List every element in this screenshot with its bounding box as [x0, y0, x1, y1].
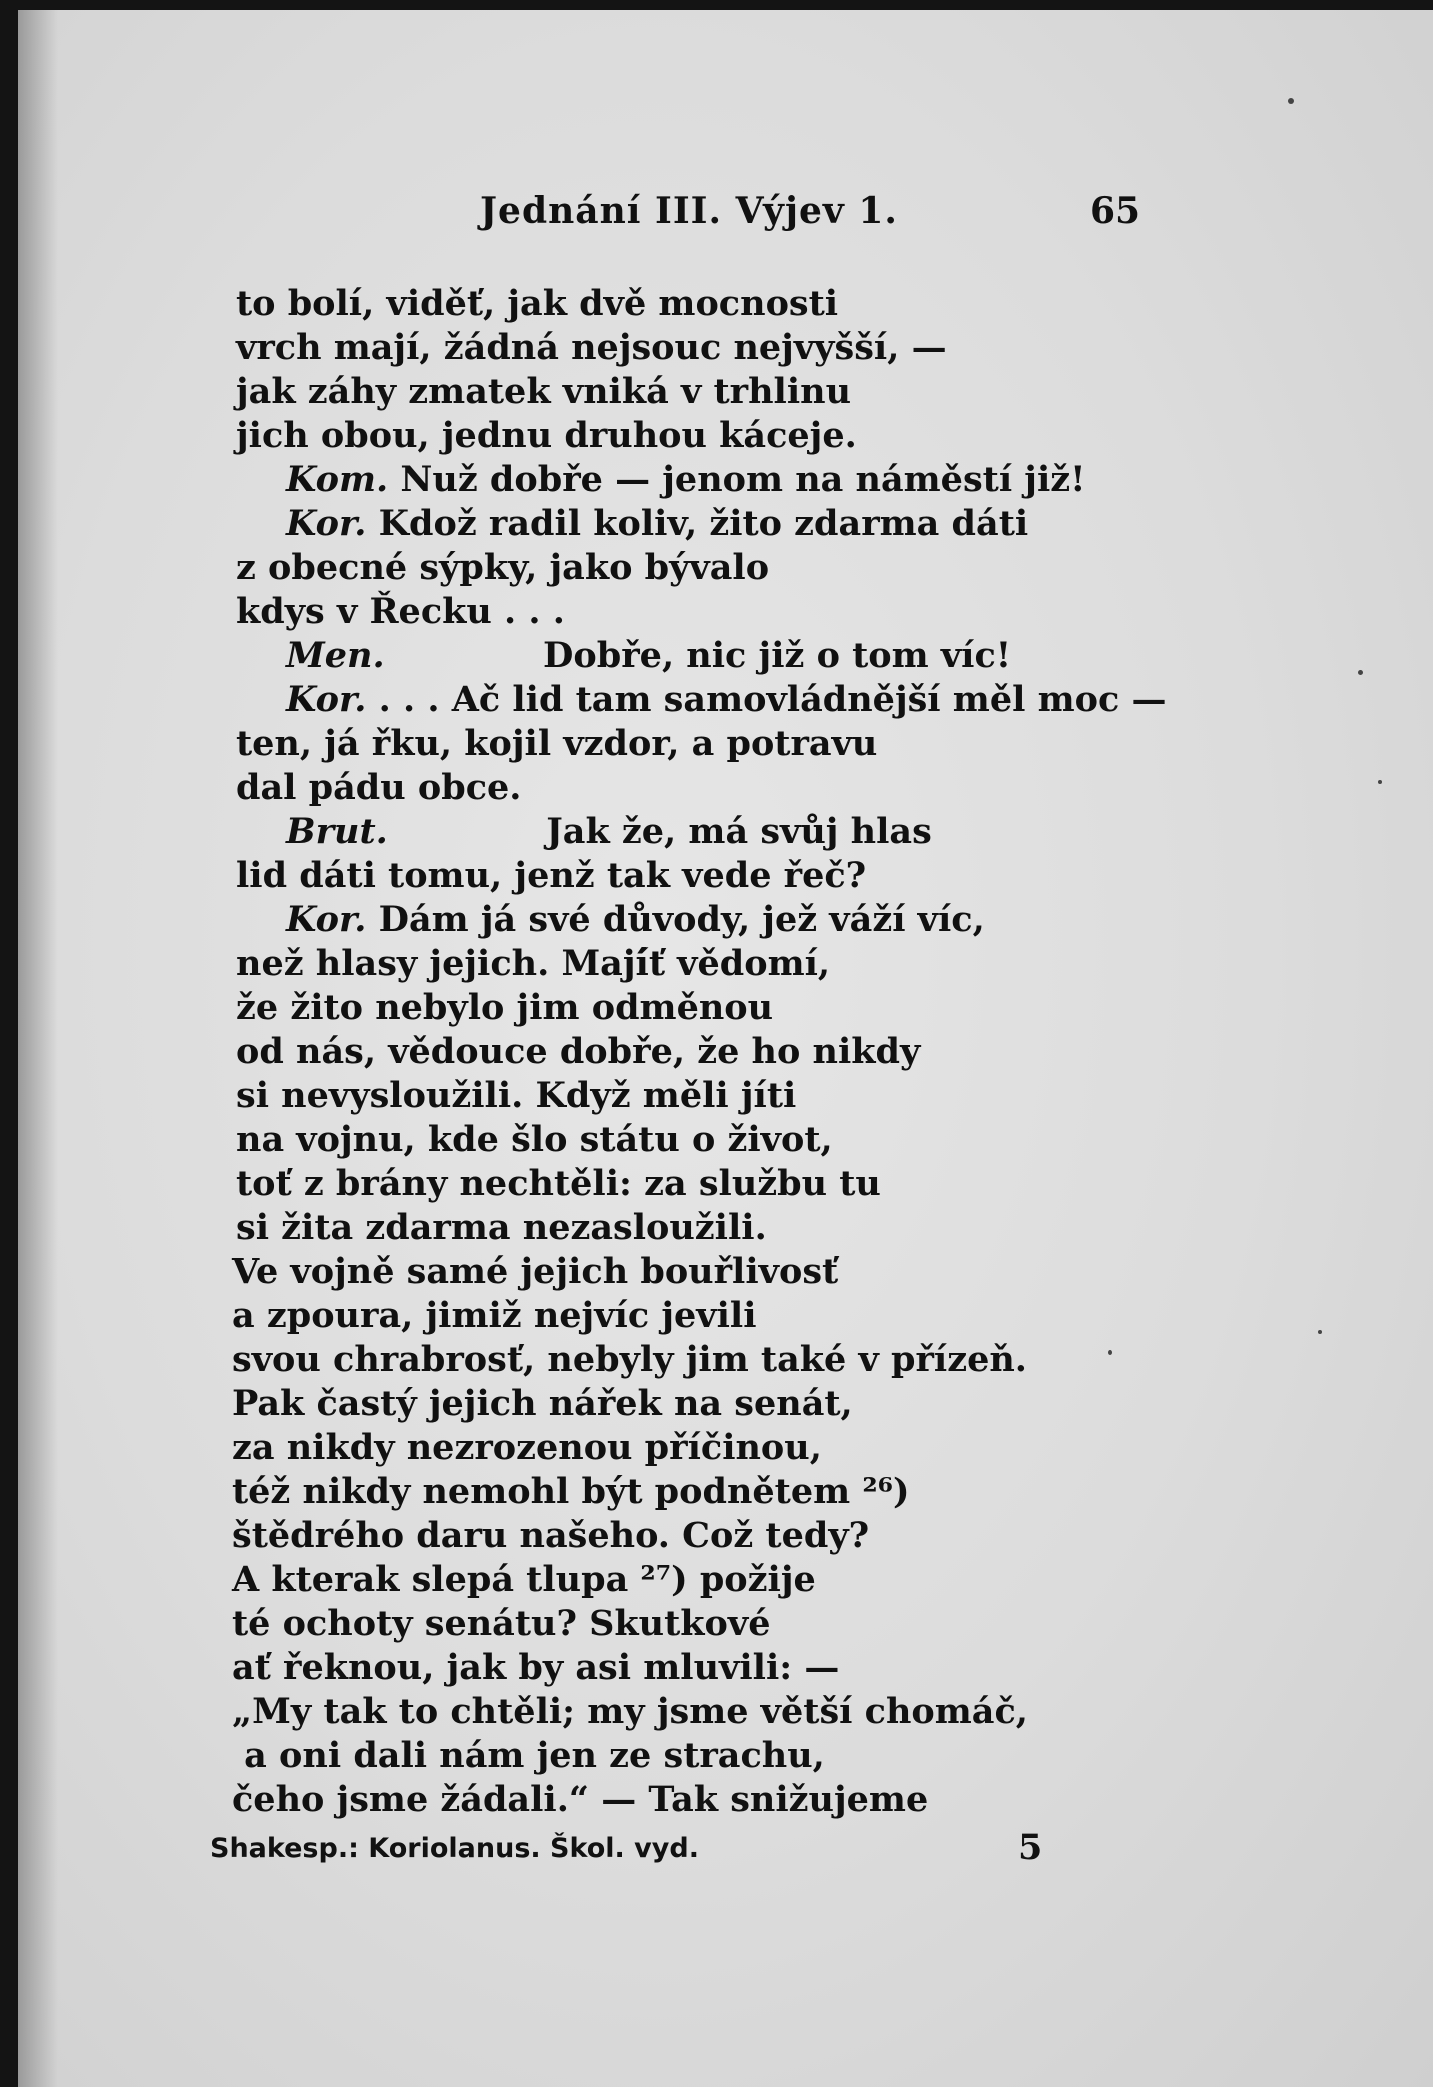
speaker-name: Kor.	[286, 503, 367, 544]
paper-speck	[1288, 98, 1294, 104]
line-text: „My tak to chtěli; my jsme větší chomáč,	[232, 1691, 1028, 1732]
text-line	[236, 370, 851, 414]
line-text: z obecné sýpky, jako bývalo	[236, 547, 770, 588]
line-text: vrch mají, žádná nejsouc nejvyšší, —	[236, 327, 947, 368]
line-text: též nikdy nemohl být podnětem ²⁶)	[232, 1471, 910, 1512]
line-text: Dám já své důvody, jež váží víc,	[366, 899, 985, 940]
line-text: kdys v Řecku . . .	[236, 591, 565, 632]
text-line	[232, 1470, 910, 1514]
text-line	[232, 1602, 771, 1646]
text-line	[232, 1690, 1028, 1734]
running-title: Jednání III. Výjev 1.	[480, 190, 898, 232]
line-text: lid dáti tomu, jenž tak vede řeč?	[236, 855, 867, 896]
text-line	[236, 282, 838, 326]
line-text: si žita zdarma nezasloužili.	[236, 1207, 767, 1248]
speaker-name: Kor.	[286, 899, 367, 940]
line-text: než hlasy jejich. Mají́ť vědomí,	[236, 943, 831, 984]
footer-title: Shakesp.: Koriolanus. Škol. vyd.	[210, 1833, 699, 1864]
text-line	[236, 326, 947, 370]
line-text: té ochoty senátu? Skutkové	[232, 1603, 771, 1644]
text-line	[286, 634, 1011, 678]
text-line	[232, 1514, 869, 1558]
text-line	[286, 898, 985, 942]
book-page	[18, 10, 1433, 2087]
paper-speck	[1378, 780, 1382, 784]
text-line	[286, 458, 1086, 502]
line-text: štědrého daru našeho. Což tedy?	[232, 1515, 870, 1556]
line-text: za nikdy nezrozenou příčinou,	[232, 1427, 822, 1468]
line-text: a zpoura, jimiž nejvíc jevili	[232, 1295, 757, 1336]
text-line	[232, 1382, 853, 1426]
text-line	[236, 1162, 881, 1206]
page-header	[18, 190, 1433, 240]
paper-speck	[1318, 1330, 1322, 1334]
line-text: Nuž dobře — jenom na náměstí již!	[388, 459, 1086, 500]
text-line	[232, 1646, 839, 1690]
speaker-name: Kom.	[286, 459, 389, 500]
text-line	[232, 1778, 928, 1822]
text-line	[236, 546, 769, 590]
text-line	[236, 1030, 920, 1074]
page-number: 65	[1090, 190, 1141, 232]
text-line	[286, 810, 932, 854]
speaker-name: Brut.	[286, 811, 388, 852]
text-line	[232, 1734, 825, 1778]
binding-shadow	[18, 10, 58, 2087]
speaker-name: Kor.	[286, 679, 367, 720]
line-text: od nás, vědouce dobře, že ho nikdy	[236, 1031, 921, 1072]
text-line	[236, 414, 857, 458]
text-line	[232, 1294, 757, 1338]
line-text: . . . Ač lid tam samovládnější měl moc —	[366, 679, 1167, 720]
line-text: a oni dali nám jen ze strachu,	[232, 1735, 825, 1776]
page-footer	[18, 1827, 1433, 1871]
text-line	[232, 1250, 838, 1294]
text-line	[236, 986, 773, 1030]
paper-speck	[1108, 1350, 1112, 1355]
text-line	[236, 1118, 833, 1162]
line-text: jich obou, jednu druhou káceje.	[236, 415, 857, 456]
text-line	[236, 590, 565, 634]
line-text: Ve vojně samé jejich bouřlivosť	[232, 1251, 839, 1292]
line-text: Jak že, má svůj hlas	[387, 811, 932, 852]
text-line	[236, 1206, 767, 1250]
line-text: že žito nebylo jim odměnou	[236, 987, 774, 1028]
line-text: Pak častý jejich nářek na senát,	[232, 1383, 853, 1424]
paper-speck	[1358, 670, 1363, 675]
text-line	[236, 942, 830, 986]
text-line	[236, 766, 521, 810]
speaker-name: Men.	[286, 635, 385, 676]
line-text: na vojnu, kde šlo státu o život,	[236, 1119, 833, 1160]
text-line	[286, 502, 1028, 546]
text-line	[236, 1074, 796, 1118]
line-text: svou chrabrosť, nebyly jim také v přízeň.	[232, 1339, 1027, 1380]
line-text: ať řeknou, jak by asi mluvili: —	[232, 1647, 840, 1688]
text-line	[236, 854, 866, 898]
sheet-signature: 5	[1018, 1827, 1043, 1868]
text-line	[236, 722, 877, 766]
text-line	[232, 1338, 1027, 1382]
text-line	[286, 678, 1166, 722]
line-text: Dobře, nic již o tom víc!	[384, 635, 1012, 676]
line-text: to bolí, viděť, jak dvě mocnosti	[236, 283, 839, 324]
line-text: ten, já řku, kojil vzdor, a potravu	[236, 723, 878, 764]
line-text: čeho jsme žádali.“ — Tak snižujeme	[232, 1779, 929, 1820]
text-line	[232, 1426, 822, 1470]
line-text: jak záhy zmatek vniká v trhlinu	[236, 371, 852, 412]
line-text: Kdož radil koliv, žito zdarma dáti	[366, 503, 1029, 544]
line-text: A kterak slepá tlupa ²⁷) požije	[232, 1559, 816, 1600]
line-text: dal pádu obce.	[236, 767, 522, 808]
text-line	[232, 1558, 816, 1602]
line-text: toť z brány nechtěli: za službu tu	[236, 1163, 881, 1204]
line-text: si nevysloužili. Když měli jíti	[236, 1075, 797, 1116]
